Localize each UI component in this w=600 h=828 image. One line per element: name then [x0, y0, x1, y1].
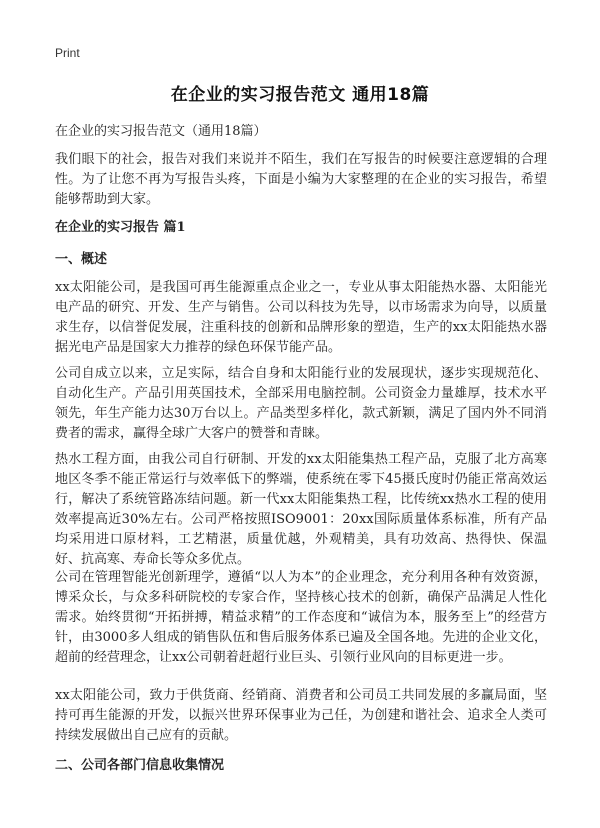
body-paragraph: xx太阳能公司，是我国可再生能源重点企业之一，专业从事太阳能热水器、太阳能光电产品的研究、开发、生产与销售。公司以科技为先导，以市场需求为向导，以质量求生存，以信誉促发展，注重科技的创新和品牌形象的塑造，生产的xx太阳能热水器据光电产品是国家大力推荐的绿色环保节能产品。 [55, 280, 547, 355]
document-subtitle: 在企业的实习报告范文（通用18篇） [55, 124, 267, 139]
body-paragraph: xx太阳能公司，致力于供货商、经销商、消费者和公司员工共同发展的多赢局面，坚持可再生能源的开发，以振兴世界环保事业为己任，为创建和谐社会、追求全人类可持续发展做出自己应有的贡献。 [55, 688, 547, 743]
article-heading: 在企业的实习报告 篇1 [55, 220, 186, 235]
print-link[interactable]: Print [55, 46, 80, 60]
page-title: 在企业的实习报告范文 通用18篇 [170, 85, 430, 105]
body-paragraph: 公司自成立以来，立足实际，结合自身和太阳能行业的发展现状，逐步实现规范化、自动化生产。产品引用英国技术，全部采用电脑控制。公司资金力量雄厚，技术水平领先，年生产能力达30万台以上。产品类型多样化，款式新颖，满足了国内外不同消费者的需求，赢得全球广大客户的赞誉和青睐。 [55, 366, 547, 441]
intro-paragraph: 我们眼下的社会，报告对我们来说并不陌生，我们在写报告的时候要注意逻辑的合理性。为了让您不再为写报告头疼，下面是小编为大家整理的在企业的实习报告，希望能够帮助到大家。 [55, 152, 547, 207]
body-paragraph: 公司在管理智能光创新理学，遵循“以人为本”的企业理念，充分利用各种有效资源，博采众长，与众多科研院校的专家合作，坚持核心技术的创新，确保产品满足人性化需求。始终贯彻“开拓拼搏，精益求精”的工作态度和“诚信为本，服务至上”的经营方针，由3000多人组成的销售队伍和售后服务体系已遍及全国各地。先进的企业文化，超前的经营理念，让xx公司朝着赶超行业巨头、引领行业风向的目标更进一步。 [55, 570, 547, 665]
section-heading-overview: 一、概述 [55, 252, 108, 267]
section-heading-info-collection: 二、公司各部门信息收集情况 [55, 758, 225, 773]
body-paragraph: 热水工程方面，由我公司自行研制、开发的xx太阳能集热工程产品，克服了北方高寒地区冬季不能正常运行与效率低下的弊端，使系统在零下45摄氏度时仍能正常高效运行，解决了系统管路冻结问题。新一代xx太阳能集热工程，比传统xx热水工程的使用效率提高近30%左右。公司严格按照ISO9001：20xx国际质量体系标准，所有产品均采用进口原材料，工艺精湛，质量优越，外观精美，具有功效高、热得快、保温好、抗高寒、寿命长等众多优点。 [55, 452, 547, 567]
